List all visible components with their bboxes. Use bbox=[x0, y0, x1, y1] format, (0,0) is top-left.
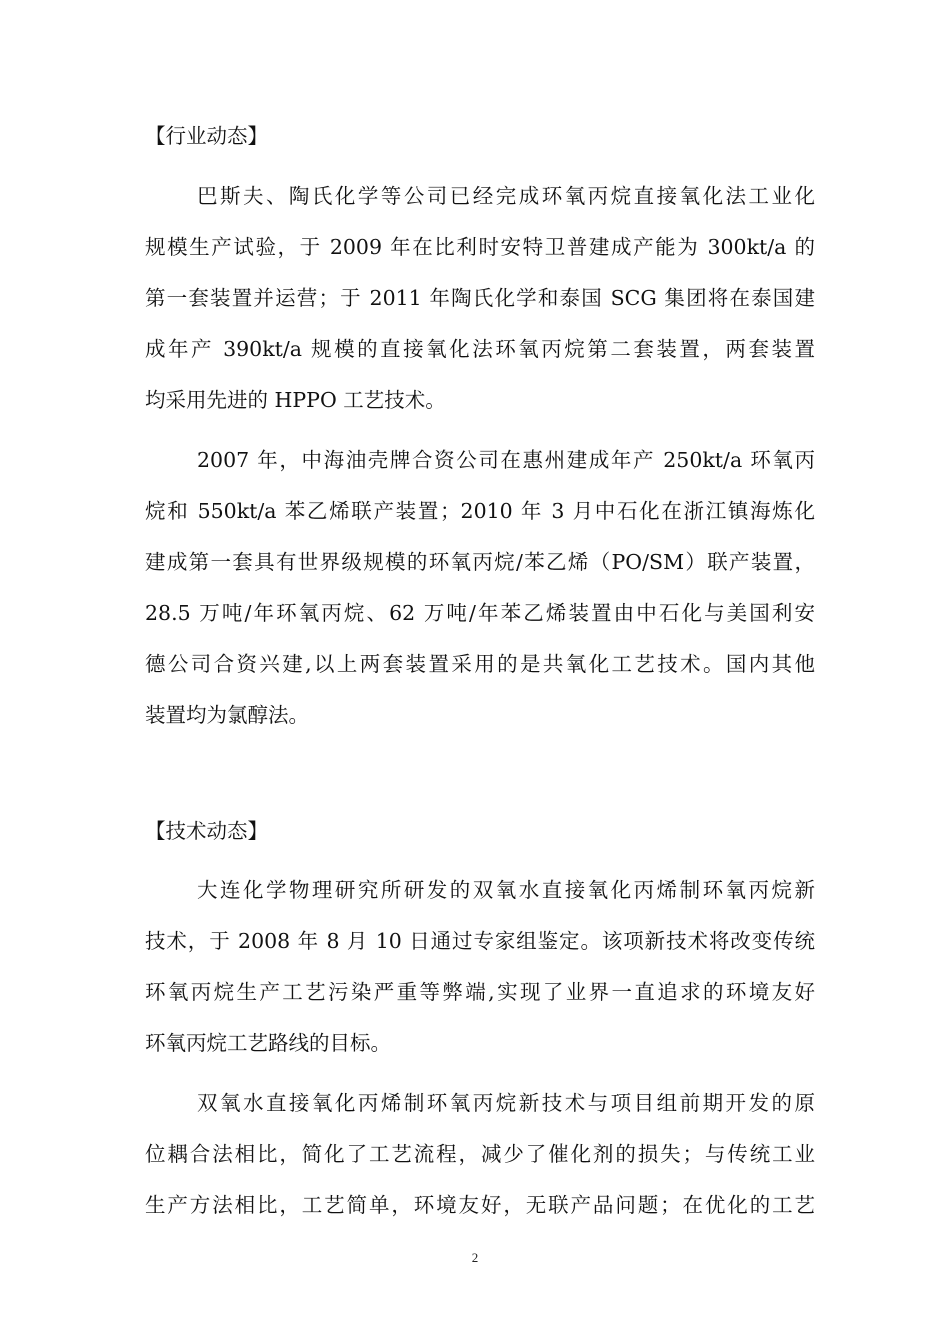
paragraph-line: 德公司合资兴建,以上两套装置采用的是共氧化工艺技术。国内其他 bbox=[145, 652, 815, 676]
paragraph-line: 建成第一套具有世界级规模的环氧丙烷/苯乙烯（PO/SM）联产装置， bbox=[145, 550, 815, 574]
paragraph-line: 成年产 390kt/a 规模的直接氧化法环氧丙烷第二套装置，两套装置 bbox=[145, 337, 815, 361]
paragraph-line: 烷和 550kt/a 苯乙烯联产装置；2010 年 3 月中石化在浙江镇海炼化 bbox=[145, 499, 815, 523]
paragraph-line: 均采用先进的 HPPO 工艺技术。 bbox=[145, 388, 446, 412]
page-number: 2 bbox=[471, 1250, 479, 1265]
paragraph-line: 大连化学物理研究所研发的双氧水直接氧化丙烯制环氧丙烷新 bbox=[197, 878, 815, 902]
section-heading-technology: 【技术动态】 bbox=[145, 819, 268, 843]
paragraph-line: 位耦合法相比，简化了工艺流程，减少了催化剂的损失；与传统工业 bbox=[145, 1142, 815, 1166]
paragraph-line: 技术，于 2008 年 8 月 10 日通过专家组鉴定。该项新技术将改变传统 bbox=[145, 929, 815, 953]
paragraph-line: 2007 年，中海油壳牌合资公司在惠州建成年产 250kt/a 环氧丙 bbox=[197, 448, 815, 472]
paragraph-line: 装置均为氯醇法。 bbox=[145, 703, 309, 727]
paragraph-line: 巴斯夫、陶氏化学等公司已经完成环氧丙烷直接氧化法工业化 bbox=[197, 184, 815, 208]
paragraph-line: 双氧水直接氧化丙烯制环氧丙烷新技术与项目组前期开发的原 bbox=[197, 1091, 815, 1115]
paragraph-line: 生产方法相比，工艺简单，环境友好，无联产品问题；在优化的工艺 bbox=[145, 1193, 815, 1217]
paragraph-line: 第一套装置并运营；于 2011 年陶氏化学和泰国 SCG 集团将在泰国建 bbox=[145, 286, 815, 310]
section-heading-industry: 【行业动态】 bbox=[145, 124, 268, 148]
paragraph-line: 规模生产试验，于 2009 年在比利时安特卫普建成产能为 300kt/a 的 bbox=[145, 235, 815, 259]
paragraph-line: 环氧丙烷工艺路线的目标。 bbox=[145, 1031, 391, 1055]
paragraph-line: 28.5 万吨/年环氧丙烷、62 万吨/年苯乙烯装置由中石化与美国利安 bbox=[145, 601, 815, 625]
paragraph-line: 环氧丙烷生产工艺污染严重等弊端,实现了业界一直追求的环境友好 bbox=[145, 980, 815, 1004]
